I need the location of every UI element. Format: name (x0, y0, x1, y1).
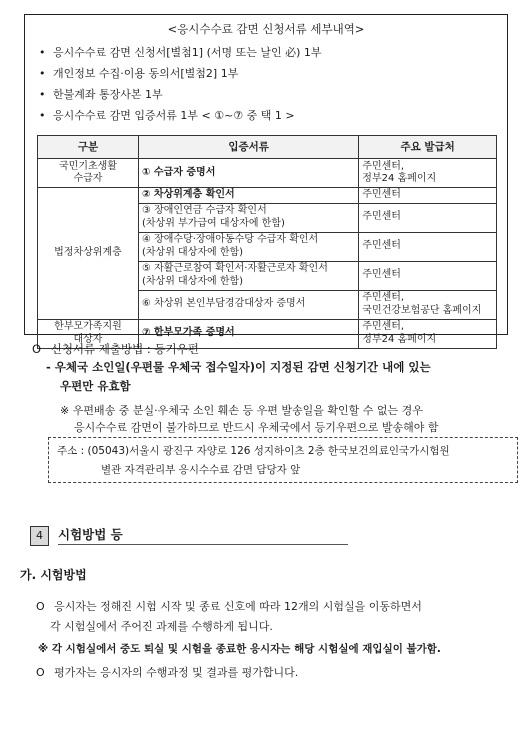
address-line1: 주소 : (05043)서울시 광진구 자양로 126 성지하이츠 2층 한국보건의료인국가시험원 (57, 445, 450, 457)
category-cell: 한부모가족지원 대상자 (38, 319, 139, 348)
header-document: 입증서류 (138, 136, 358, 159)
submission-note-line1: ※ 우편배송 중 분실·우체국 소인 훼손 등 우편 발송일을 확인할 수 없는 경우 (60, 404, 423, 417)
method-item-2: O 평가자는 응시자의 수행과정 및 결과를 평가합니다. (36, 666, 299, 679)
circle-bullet-icon: O (32, 342, 42, 356)
issuer-cell: 주민센터, 국민건강보험공단 홈페이지 (359, 290, 497, 319)
submission-method: O 신청서류 제출방법 : 등기우편 (32, 342, 199, 356)
header-category: 구분 (38, 136, 139, 159)
submission-rule-line2: 우편만 유효함 (60, 379, 131, 393)
bullet-item: • 한불계좌 통장사본 1부 (39, 88, 163, 101)
document-cell: ⑤ 자활근로참여 확인서·자활근로자 확인서 (차상위 대상자에 한함) (138, 261, 358, 290)
issuer-cell: 주민센터 (359, 203, 497, 232)
issuer-cell: 주민센터, 정부24 홈페이지 (359, 159, 497, 188)
header-issuer: 주요 발급처 (359, 136, 497, 159)
table-row (38, 188, 497, 204)
section-title: 시험방법 등 (58, 527, 123, 542)
document-cell: ② 차상위계층 확인서 (138, 188, 358, 204)
fee-waiver-documents-box (24, 14, 508, 345)
circle-bullet-icon: O (36, 666, 45, 679)
document-cell: ④ 장애수당·장애아동수당 수급자 확인서 (차상위 대상자에 한함) (138, 232, 358, 261)
category-cell: 국민기초생활 수급자 (38, 159, 139, 188)
mailing-address-box (48, 437, 518, 483)
proof-documents-table (37, 135, 497, 349)
bullet-item: • 응시수수료 감면 입증서류 1부 < ①~⑦ 중 택 1 > (39, 109, 295, 122)
category-cell: 법정차상위계층 (38, 188, 139, 320)
table-row (38, 159, 497, 188)
issuer-cell: 주민센터 (359, 232, 497, 261)
section-underline (58, 544, 348, 545)
bullet-item: • 개인정보 수집·이용 동의서[별첨2] 1부 (39, 67, 239, 80)
bullet-item: • 응시수수료 감면 신청서[별첨1] (서명 또는 날인 必) 1부 (39, 46, 322, 59)
section-number: 4 (30, 526, 49, 546)
document-cell: ⑦ 한부모가족 증명서 (138, 319, 358, 348)
box-title: <응시수수료 감면 신청서류 세부내역> (167, 22, 365, 36)
document-cell: ⑥ 차상위 본인부담경감대상자 증명서 (138, 290, 358, 319)
submission-note-line2: 응시수수료 감면이 불가하므로 반드시 우체국에서 등기우편으로 발송해야 함 (74, 421, 439, 434)
table-header-row (38, 136, 497, 159)
issuer-cell: 주민센터 (359, 261, 497, 290)
submission-rule-line1: - 우체국 소인일(우편물 우체국 접수일자)이 지정된 감면 신청기간 내에 있는 (46, 360, 431, 374)
document-cell: ③ 장애인연금 수급자 확인서 (차상위 부가급여 대상자에 한함) (138, 203, 358, 232)
address-line2: 별관 자격관리부 응시수수료 감면 담당자 앞 (101, 464, 301, 476)
method-item-1-cont: 각 시험실에서 주어진 과제를 수행하게 됩니다. (50, 620, 273, 633)
circle-bullet-icon: O (36, 600, 45, 613)
issuer-cell: 주민센터 (359, 188, 497, 204)
re-entry-note: ※ 각 시험실에서 중도 퇴실 및 시험을 종료한 응시자는 해당 시험실에 재입실이 불가함. (38, 643, 441, 655)
method-item-1: O 응시자는 정해진 시험 시작 및 종료 신호에 따라 12개의 시험실을 이동하면서 (36, 600, 422, 613)
document-cell: ① 수급자 증명서 (138, 159, 358, 188)
subsection-title: 가. 시험방법 (20, 568, 87, 582)
issuer-cell: 주민센터, 정부24 홈페이지 (359, 319, 497, 348)
